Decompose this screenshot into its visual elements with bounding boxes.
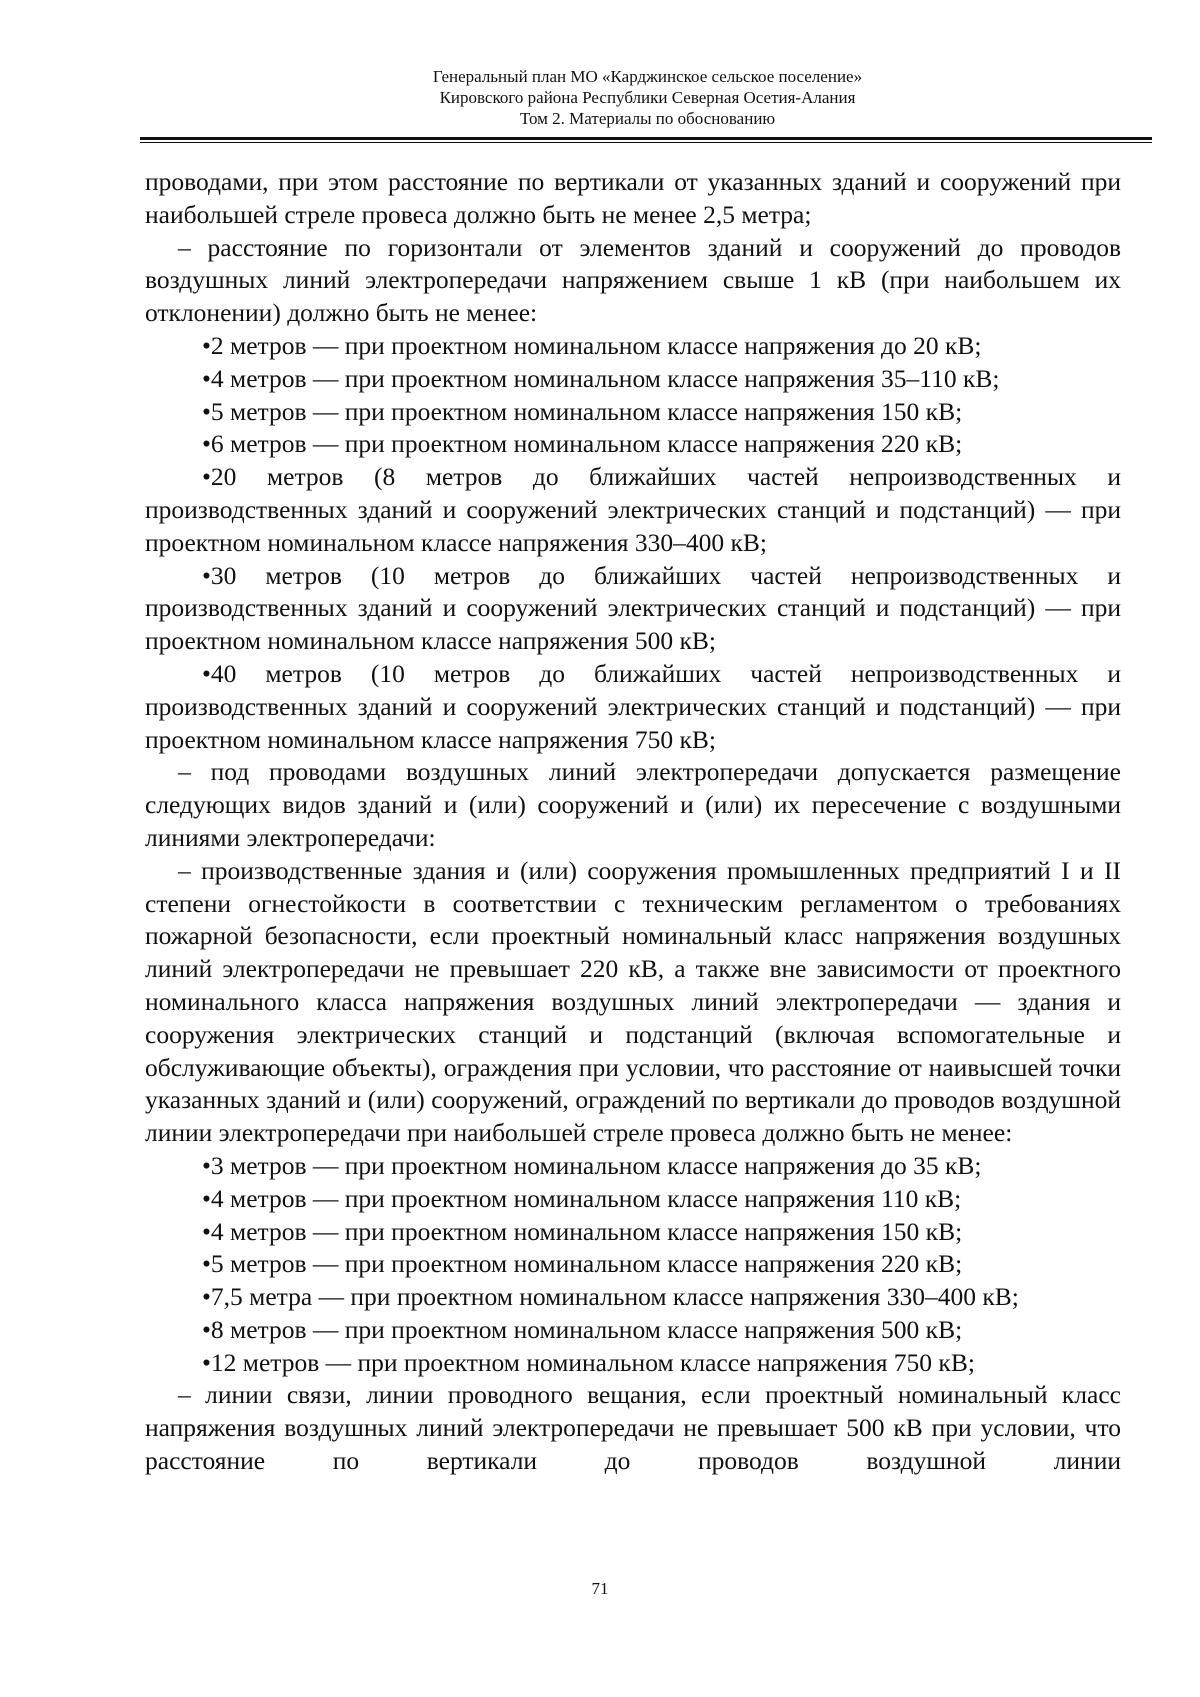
bullet-item: •5 метров — при проектном номинальном классе напряжения 150 кВ; (202, 396, 963, 426)
header-line-3: Том 2. Материалы по обоснованию (519, 109, 776, 128)
page-number: 71 (591, 1579, 609, 1598)
bullet-item: •4 метров — при проектном номинальном классе напряжения 110 кВ; (202, 1183, 962, 1213)
header-line-1: Генеральный план МО «Карджинское сельское поселение» (432, 67, 863, 86)
bullet-item: •12 метров — при проектном номинальном классе напряжения 750 кВ; (202, 1347, 975, 1377)
dash-item: – линии связи, линии проводного вещания, если проектный номинальный класс напряжения воздушных линий электропередачи не превышает 500 кВ при условии, что расстояние по вертикали до проводов воздушной линии (145, 1380, 1121, 1476)
header-line-2: Кировского района Республики Северная Осетия-Алания (439, 88, 856, 107)
bullet-item: •3 метров — при проектном номинальном классе напряжения до 35 кВ; (202, 1150, 982, 1180)
bullet-item: •40 метров (10 метров до ближайших частей непроизводственных и производственных зданий и сооружений электрических станций и подстанций) — при проектном номинальном классе напряжения 750 кВ; (145, 658, 1121, 754)
bullet-item: •2 метров — при проектном номинальном классе напряжения до 20 кВ; (202, 330, 982, 360)
bullet-item: •7,5 метра — при проектном номинальном классе напряжения 330–400 кВ; (202, 1282, 1019, 1312)
dash-item: – производственные здания и (или) сооружения промышленных предприятий I и II степени огнестойкости в соответствии с техническим регламентом о требованиях пожарной безопасности, если проектный номинальный класс напряжения воздушных линий электропередачи не превышает 220 кВ, а также вне зависимости от проектного номинального класса напряжения воздушных линий электропередачи — здания и сооружения электрических станций и подстанций (включая вспомогательные и обслуживающие объекты), ограждения при условии, что расстояние от наивысшей точки указанных зданий и (или) сооружений, ограждений по вертикали до проводов воздушной линии электропередачи при наибольшей стреле провеса должно быть не менее: (145, 855, 1121, 1148)
header-rule-thick (140, 137, 1152, 140)
bullet-item: •4 метров — при проектном номинальном классе напряжения 150 кВ; (202, 1216, 963, 1246)
header-rule-thin (140, 142, 1152, 143)
bullet-item: •30 метров (10 метров до ближайших частей непроизводственных и производственных зданий и сооружений электрических станций и подстанций) — при проектном номинальном классе напряжения 500 кВ; (145, 560, 1121, 656)
bullet-item: •20 метров (8 метров до ближайших частей непроизводственных и производственных зданий и сооружений электрических станций и подстанций) — при проектном номинальном классе напряжения 330–400 кВ; (145, 462, 1121, 557)
dash-item: – под проводами воздушных линий электропередачи допускается размещение следующих видов зданий и (или) сооружений и (или) их пересечение с воздушными линиями электропередачи: (145, 757, 1121, 852)
bullet-item: •6 метров — при проектном номинальном классе напряжения 220 кВ; (202, 429, 963, 459)
bullet-item: •5 метров — при проектном номинальном классе напряжения 220 кВ; (202, 1249, 963, 1279)
body-text (145, 166, 1121, 1478)
dash-item: – расстояние по горизонтали от элементов зданий и сооружений до проводов воздушных линий электропередачи напряжением свыше 1 кВ (при наибольшем их отклонении) должно быть не менее: (145, 232, 1121, 328)
bullet-item: •4 метров — при проектном номинальном классе напряжения 35–110 кВ; (202, 363, 1000, 393)
bullet-item: •8 метров — при проектном номинальном классе напряжения 500 кВ; (202, 1314, 963, 1344)
paragraph: проводами, при этом расстояние по вертикали от указанных зданий и сооружений при наибольшей стреле провеса должно быть не менее 2,5 метра; (145, 167, 1121, 229)
running-header (145, 66, 1150, 129)
